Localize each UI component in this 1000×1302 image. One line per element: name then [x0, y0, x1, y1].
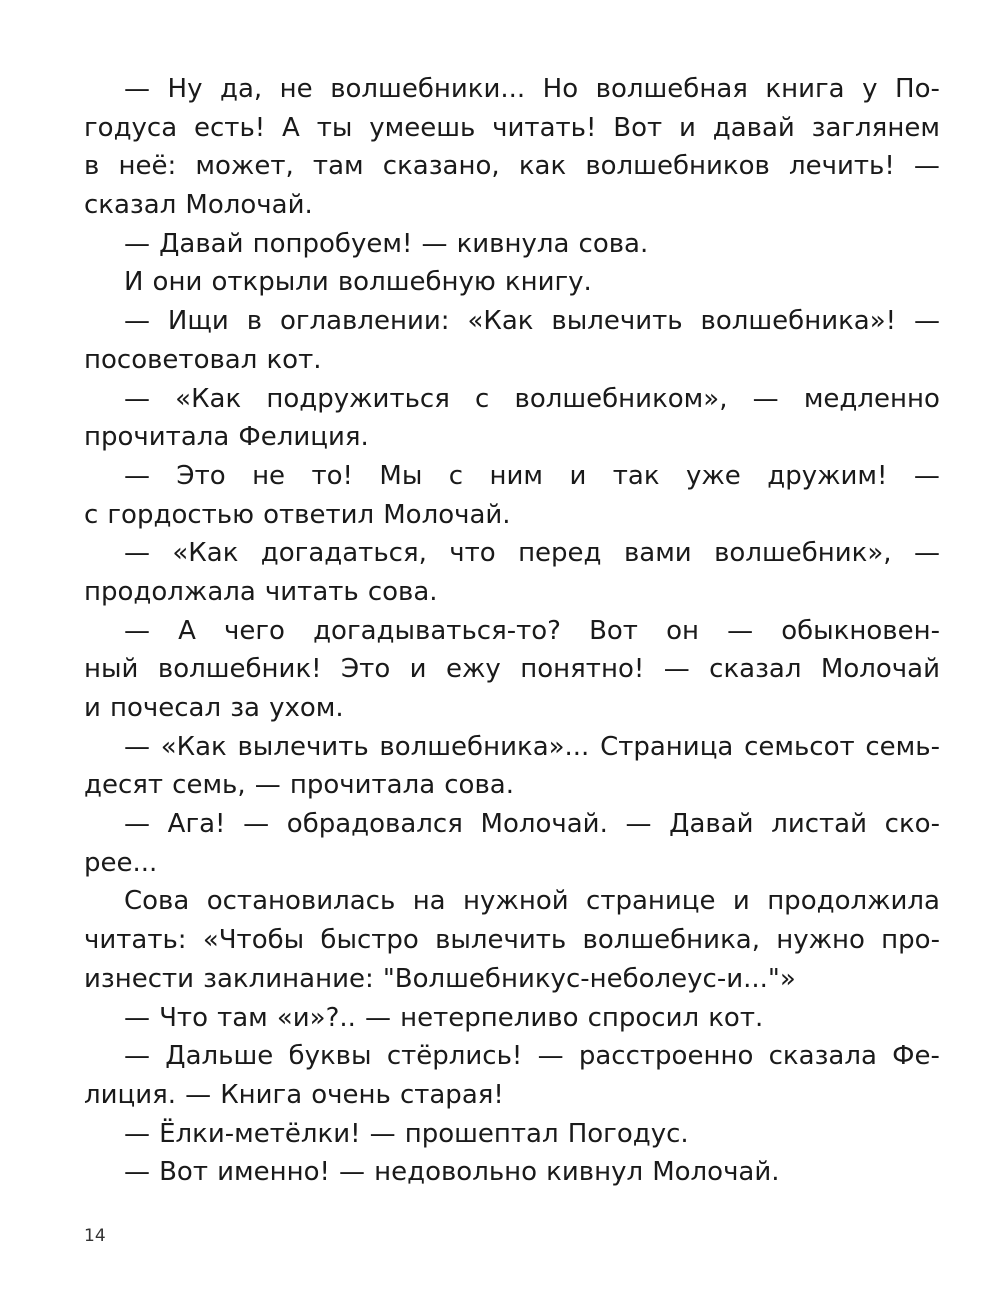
word: —: [124, 383, 150, 414]
word: то!: [311, 460, 353, 491]
word: По-: [895, 74, 940, 104]
text-line: [84, 1037, 940, 1076]
word: Ну: [167, 74, 203, 104]
word: "Волшебникус-неболеус-и..."»: [382, 963, 796, 994]
word: у: [862, 74, 878, 104]
text-line: [84, 650, 940, 689]
word: лиция.: [84, 1079, 177, 1110]
word: перед: [518, 538, 602, 569]
word: заглянем: [811, 112, 940, 143]
text-line: [84, 689, 940, 728]
word: там: [312, 151, 364, 182]
word: —: [913, 460, 940, 491]
word: с: [448, 460, 464, 491]
word: —: [124, 1118, 150, 1149]
page-number: 14: [84, 1226, 106, 1246]
word: ты: [316, 112, 353, 143]
word: ним: [489, 460, 544, 491]
word: нужно: [776, 925, 865, 956]
word: И: [124, 267, 144, 298]
word: Что: [159, 1002, 208, 1033]
word: умеешь: [369, 112, 476, 143]
word: прочитала: [84, 422, 230, 453]
word: неё:: [118, 151, 177, 182]
word: продолжила: [767, 886, 940, 917]
word: именно!: [217, 1157, 330, 1188]
word: сова.: [367, 576, 438, 607]
word: Молочай.: [652, 1157, 780, 1188]
word: вами: [623, 538, 692, 569]
word: Ага!: [167, 809, 226, 840]
word: чего: [224, 615, 285, 646]
word: «Как: [160, 731, 227, 762]
word: кот.: [708, 1002, 764, 1033]
word: очень: [311, 1079, 391, 1110]
word: ный: [84, 654, 139, 685]
word: семьсот: [744, 731, 855, 762]
word: вылечить: [551, 306, 683, 337]
text-line: [84, 960, 940, 999]
word: «Как: [172, 538, 239, 569]
word: семь,: [172, 770, 246, 801]
word: волшебник!: [157, 654, 322, 685]
word: Давай: [159, 228, 244, 259]
word: читать: [264, 576, 359, 607]
word: Вот: [589, 615, 638, 646]
word: спросил: [587, 1002, 700, 1033]
word: читать!: [492, 112, 597, 143]
word: так: [612, 460, 660, 491]
word: —: [537, 1041, 564, 1072]
word: старая!: [399, 1079, 504, 1110]
text-line: [84, 186, 940, 225]
word: —: [124, 228, 150, 259]
word: и: [84, 693, 101, 723]
word: Давай: [669, 809, 754, 840]
word: —: [339, 1157, 366, 1188]
word: гордостью: [107, 499, 254, 530]
word: сказал: [84, 190, 177, 221]
text-line: [84, 999, 940, 1038]
word: Сова: [124, 886, 190, 917]
word: Мы: [379, 460, 423, 491]
word: Это: [341, 654, 391, 685]
word: стёрлись!: [386, 1041, 523, 1072]
word: —: [124, 460, 150, 491]
word: —: [185, 1079, 212, 1110]
word: ско-: [884, 809, 940, 840]
word: Фелиция.: [238, 422, 369, 453]
text-line: [84, 728, 940, 767]
word: сказала: [768, 1041, 877, 1072]
word: и: [569, 460, 587, 491]
text-line: [84, 496, 940, 535]
word: прошептал: [404, 1118, 559, 1149]
word: не: [252, 460, 286, 491]
word: книгу.: [504, 267, 592, 298]
word: Погодус.: [567, 1118, 689, 1149]
word: ежу: [446, 654, 501, 685]
text-line: [84, 1153, 940, 1192]
word: подружиться: [266, 383, 450, 414]
word: Молочай.: [185, 190, 313, 221]
word: прочитала: [289, 770, 436, 801]
text-line: [84, 457, 940, 496]
word: —: [421, 228, 448, 259]
word: ухом.: [269, 693, 344, 723]
word: да,: [219, 74, 263, 104]
text-line: [84, 612, 940, 651]
word: открыли: [211, 267, 329, 298]
word: с: [84, 499, 99, 530]
word: сказано,: [382, 151, 500, 182]
word: «и»?..: [276, 1002, 356, 1033]
word: Молочай: [820, 654, 940, 685]
word: оглавлении:: [279, 306, 450, 337]
word: Фе-: [892, 1041, 940, 1072]
word: Это: [176, 460, 226, 491]
word: медленно: [803, 383, 940, 414]
word: Ищи: [167, 306, 229, 337]
text-line: [84, 70, 940, 109]
word: —: [625, 809, 652, 840]
word: —: [663, 654, 690, 685]
word: —: [124, 809, 150, 840]
word: волшебник»,: [714, 538, 892, 569]
word: волшебником»,: [514, 383, 728, 414]
word: —: [914, 306, 940, 337]
word: на: [412, 886, 446, 917]
word: Дальше: [165, 1041, 274, 1072]
word: Ёлки-метёлки!: [159, 1118, 361, 1149]
word: Но: [542, 74, 579, 104]
word: Вот: [159, 1157, 208, 1188]
word: сова.: [578, 228, 649, 259]
word: волшебника»...: [379, 731, 590, 762]
text-line: [84, 263, 940, 302]
word: —: [913, 151, 940, 182]
text-line: [84, 573, 940, 612]
text-line: [84, 1076, 940, 1115]
word: ответил: [263, 499, 375, 530]
word: Страница: [600, 731, 734, 762]
text-line: [84, 225, 940, 264]
word: —: [913, 538, 940, 569]
word: —: [124, 74, 150, 104]
word: нетерпеливо: [400, 1002, 579, 1033]
word: остановилась: [206, 886, 396, 917]
word: не: [279, 74, 313, 104]
word: дружим!: [767, 460, 888, 491]
word: заклинание:: [203, 963, 374, 994]
word: —: [124, 1157, 150, 1188]
word: семь-: [865, 731, 940, 762]
word: изнести: [84, 963, 195, 994]
word: кивнул: [546, 1157, 644, 1188]
word: —: [727, 615, 754, 646]
word: волшебную: [337, 267, 496, 298]
word: и: [409, 654, 427, 685]
text-line: [84, 805, 940, 844]
word: в: [246, 306, 263, 337]
word: листай: [771, 809, 868, 840]
word: обрадовался: [286, 809, 463, 840]
word: быстро: [320, 925, 419, 956]
word: вылечить: [237, 731, 369, 762]
word: А: [282, 112, 300, 143]
text-line: [84, 380, 940, 419]
word: за: [230, 693, 260, 723]
word: и: [678, 112, 696, 143]
word: —: [369, 1118, 396, 1149]
word: с: [475, 383, 490, 414]
word: что: [449, 538, 496, 569]
text-line: [84, 147, 940, 186]
text-line: [84, 1115, 940, 1154]
word: «Чтобы: [202, 925, 305, 956]
word: может,: [195, 151, 294, 182]
text-line: [84, 844, 940, 883]
word: книга: [765, 74, 845, 104]
word: обыкновен-: [781, 615, 940, 646]
word: как: [518, 151, 567, 182]
word: кот.: [266, 344, 322, 375]
page-text: [84, 70, 940, 1192]
word: «Как: [175, 383, 242, 414]
word: А: [178, 615, 196, 646]
word: лечить!: [788, 151, 895, 182]
word: волшебники...: [330, 74, 526, 104]
word: волшебника,: [582, 925, 760, 956]
word: нужной: [463, 886, 569, 917]
word: расстроенно: [578, 1041, 754, 1072]
word: и: [732, 886, 750, 917]
word: в: [84, 151, 100, 182]
word: —: [124, 1002, 150, 1033]
word: он: [666, 615, 699, 646]
text-line: [84, 341, 940, 380]
text-line: [84, 302, 940, 341]
text-line: [84, 109, 940, 148]
word: вылечить: [435, 925, 567, 956]
word: —: [254, 770, 281, 801]
word: —: [124, 615, 150, 646]
word: —: [124, 731, 150, 762]
word: —: [365, 1002, 392, 1033]
word: волшебная: [595, 74, 748, 104]
text-line: [84, 882, 940, 921]
word: Молочай.: [480, 809, 608, 840]
word: странице: [586, 886, 716, 917]
word: попробуем!: [252, 228, 413, 259]
word: рее...: [84, 847, 158, 878]
word: продолжала: [84, 576, 256, 607]
word: —: [124, 1041, 150, 1072]
word: волшебников: [585, 151, 770, 182]
word: догадаться,: [260, 538, 427, 569]
word: волшебника»!: [700, 306, 897, 337]
word: почесал: [110, 693, 222, 723]
word: есть!: [194, 112, 266, 143]
word: догадываться-то?: [313, 615, 561, 646]
word: посоветовал: [84, 344, 258, 375]
word: —: [243, 809, 270, 840]
text-line: [84, 766, 940, 805]
word: читать:: [84, 925, 187, 956]
word: десят: [84, 770, 164, 801]
word: —: [124, 538, 150, 569]
word: давай: [712, 112, 795, 143]
word: сказал: [709, 654, 802, 685]
word: буквы: [288, 1041, 372, 1072]
word: —: [124, 306, 150, 337]
word: сова.: [444, 770, 514, 801]
word: недовольно: [374, 1157, 538, 1188]
word: Вот: [613, 112, 663, 143]
word: «Как: [467, 306, 534, 337]
word: понятно!: [520, 654, 645, 685]
word: годуса: [84, 112, 178, 143]
word: кивнула: [456, 228, 570, 259]
word: про-: [881, 925, 940, 956]
word: Книга: [220, 1079, 303, 1110]
text-line: [84, 418, 940, 457]
word: там: [217, 1002, 268, 1033]
word: уже: [685, 460, 741, 491]
word: Молочай.: [383, 499, 511, 530]
text-line: [84, 534, 940, 573]
word: —: [752, 383, 779, 414]
text-line: [84, 921, 940, 960]
word: они: [152, 267, 203, 298]
